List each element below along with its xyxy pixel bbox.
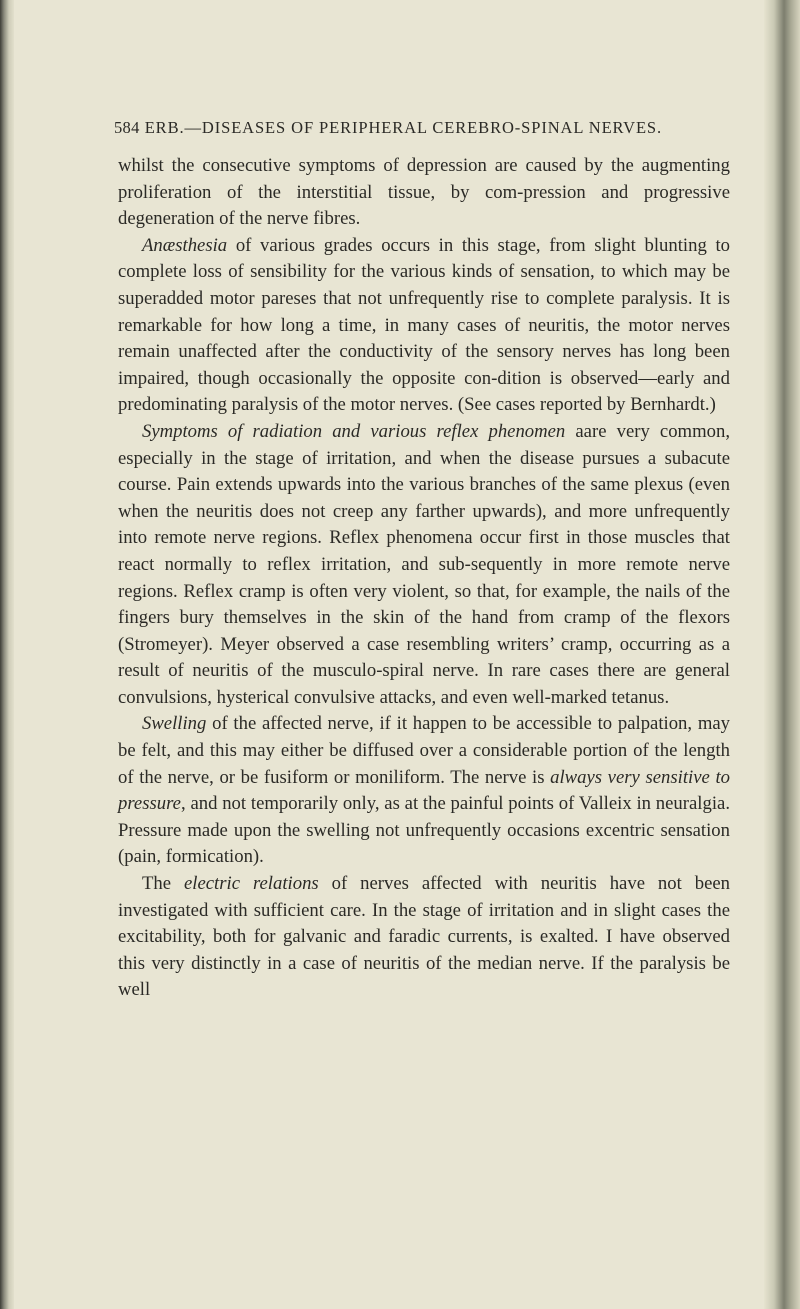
text-run: aare very common, especially in the stage of irritation, and when the disease pursues a subacute course. Pain extends upwards into the various branches of the same plexus (even when the neuritis does not creep any farther upwards), and more unfrequently into remote nerve regions. Reflex phenomena occur first in those muscles that react normally to reflex irritation, and sub-sequently in more remote nerve regions. Reflex cramp is often very violent, so that, for example, the nails of the fingers bury themselves in the skin of the hand from cramp of the flexors (Stromeyer). Meyer observed a case resembling writers’ cramp, occurring as a result of neuritis of the musculo-spiral nerve. In rare cases there are general convulsions, hysterical convulsive attacks, and even well-marked tetanus.	[118, 420, 730, 708]
page-edge-shadow	[764, 0, 800, 1309]
page-number: 584	[114, 118, 140, 137]
running-title: ERB.—DISEASES OF PERIPHERAL CEREBRO-SPINAL NERVES.	[144, 118, 663, 137]
text-run: , and not temporarily only, as at the painful points of Valleix in neuralgia. Pressure made upon the swelling not unfrequently occasions excentric sensation (pain, formication).	[118, 793, 730, 868]
italic-term: electric relations	[183, 873, 319, 895]
paragraph	[118, 871, 730, 1004]
text-run: of nerves affected with neuritis have not been investigated with sufficient care. In the stage of irritation and in slight cases the excitability, both for galvanic and faradic currents, is exalted. I have observed this very distinctly in a case of neuritis of the median nerve. If the paralysis be well	[118, 873, 730, 1001]
italic-term: Swelling	[142, 713, 207, 735]
italic-term: Symptoms of radiation and various reflex phenomen	[142, 420, 566, 442]
book-gutter-shadow	[0, 0, 14, 1309]
text-run: The	[142, 873, 184, 895]
paragraph	[118, 153, 730, 233]
paragraph	[118, 711, 730, 871]
body-text	[118, 153, 730, 1004]
paragraph	[118, 419, 730, 712]
italic-term: Anæsthesia	[142, 234, 228, 256]
text-run: of various grades occurs in this stage, from slight blunting to complete loss of sensibility for the various kinds of sensation, to which may be superadded motor pareses that not unfrequently rise to complete paralysis. It is remarkable for how long a time, in many cases of neuritis, the motor nerves remain unaffected after the conductivity of the sensory nerves has long been impaired, though occasionally the opposite con-dition is observed—early and predominating paralysis of the motor nerves. (See cases reported by Bernhardt.)	[118, 234, 730, 416]
italic-phrase: always very sensitive to pressure	[118, 766, 730, 815]
text-run: of the affected nerve, if it happen to be accessible to palpation, may be felt, and this may either be diffused over a considerable portion of the length of the nerve, or be fusiform or moniliform. The nerve is	[118, 713, 730, 788]
running-header	[114, 118, 730, 138]
paragraph	[118, 233, 730, 419]
text-run: whilst the consecutive symptoms of depression are caused by the augmenting proliferation of the interstitial tissue, by com-pression and progressive degeneration of the nerve fibres.	[118, 155, 730, 230]
book-page	[114, 118, 730, 1004]
